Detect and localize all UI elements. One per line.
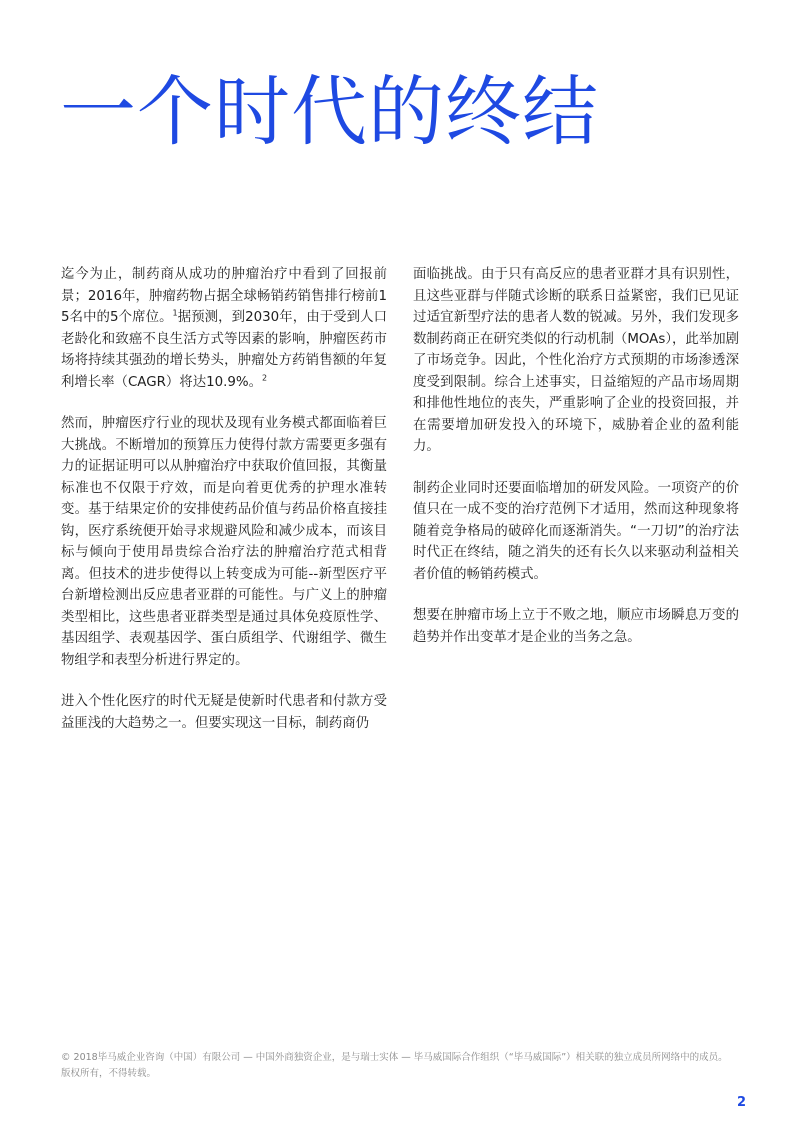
paragraph-intro <box>61 264 387 393</box>
copyright-footer <box>61 1050 761 1082</box>
paragraph-rd-risk: 制药企业同时还要面临增加的研发风险。一项资产的价值只在一成不变的治疗范例下才适用，然而这种现象将随着竞争格局的破碎化而逐渐消失。“一刀切”的治疗法时代正在终结，随之消失的还有长久以来驱动利益相关者价值的畅销药模式。 <box>413 480 739 582</box>
paragraph-challenges: 然而，肿瘤医疗行业的现状及现有业务模式都面临着巨大挑战。不断增加的预算压力使得付款方需要更多强有力的证据证明可以从肿瘤治疗中获取价值回报，其衡量标准也不仅限于疗效，而是向着更优秀的护理水准转变。基于结果定价的安排使药品价值与药品价格直接挂钩，医疗系统便开始寻求规避风险和减少成本，而该目标与倾向于使用昂贵综合治疗法的肿瘤治疗范式相背离。但技术的进步使得以上转变成为可能--新型医疗平台新增检测出反应患者亚群的可能性。与广义上的肿瘤类型相比，这些患者亚群类型是通过具体免疫原性学、基因组学、表观基因学、蛋白质组学、代谢组学、微生物组学和表型分析进行界定的。 <box>61 416 387 668</box>
rights-line: 版权所有，不得转载。 <box>61 1068 157 1079</box>
paragraph-intro-main: 迄今为止，制药商从成功的肿瘤治疗中看到了回报前景；2016年，肿瘤药物占据全球畅销药销售排行榜前15名中的5个席位。 <box>61 267 387 325</box>
right-column <box>413 264 739 668</box>
paragraph-conclusion: 想要在肿瘤市场上立于不败之地，顺应市场瞬息万变的趋势并作出变革才是企业的当务之急。 <box>413 608 739 645</box>
copyright-line: © 2018毕马威企业咨询（中国）有限公司 — 中国外商独资企业，是与瑞士实体 — 毕马威国际合作组织（“毕马威国际”）相关联的独立成员所网络中的成员。 <box>61 1052 728 1063</box>
paragraph-market-challenges: 面临挑战。由于只有高反应的患者亚群才具有识别性，且这些亚群与伴随式诊断的联系日益紧密，我们已见证过适宜新型疗法的患者人数的锐减。另外，我们发现多数制药商正在研究类似的行动机制（MOAs），此举加剧了市场竞争。因此，个性化治疗方式预期的市场渗透深度受到限制。综合上述事实，日益缩短的产品市场周期和排他性地位的丧失，严重影响了企业的投资回报，并在需要增加研发投入的环境下，威胁着企业的盈利能力。 <box>413 267 739 454</box>
page-title: 一个时代的终结 <box>60 67 599 156</box>
paragraph-intro-tail: 据预测，到2030年，由于受到人口老龄化和致癌不良生活方式等因素的影响，肿瘤医药市场将持续其强劲的增长势头，肿瘤处方药销售额的年复利增长率（CAGR）将达10.9%。 <box>61 310 387 390</box>
footnote-ref-2[interactable]: 2 <box>262 373 268 383</box>
page-number: 2 <box>736 1095 746 1110</box>
left-column <box>61 264 387 754</box>
footnote-ref-1[interactable]: 1 <box>172 308 178 318</box>
paragraph-personalized-medicine: 进入个性化医疗的时代无疑是使新时代患者和付款方受益匪浅的大趋势之一。但要实现这一目标，制药商仍 <box>61 694 387 731</box>
